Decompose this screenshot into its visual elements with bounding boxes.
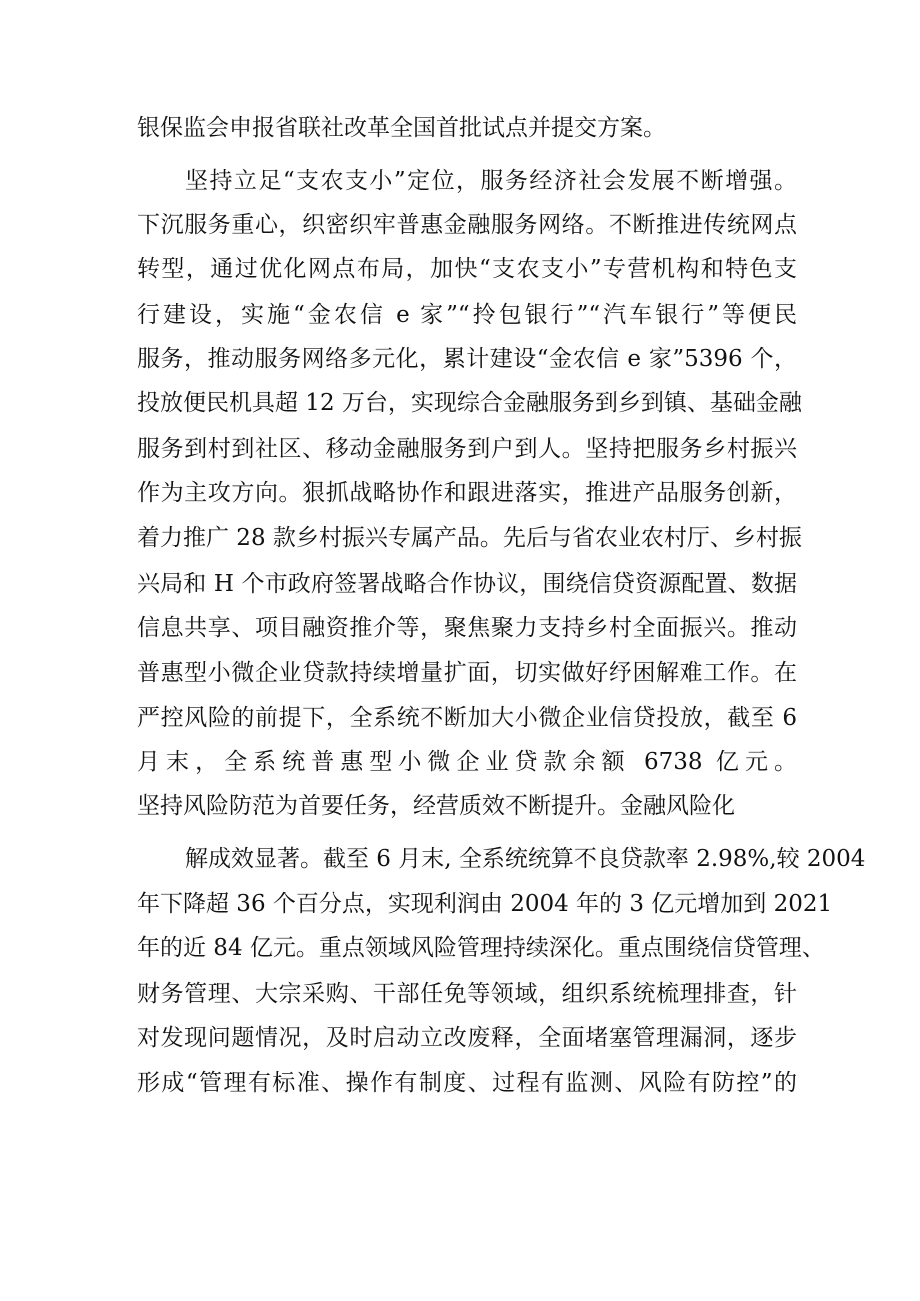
text-line: 银保监会申报省联社改革全国首批试点并提交方案。: [137, 115, 666, 141]
paragraph-start-line: 解成效显著。截至 6 月末, 全系统统算不良贷款率 2.98%,较 2004: [185, 846, 866, 872]
text-line: [137, 1108, 797, 1148]
text-line: 财务管理、大宗采购、干部任免等领域，组织系统梳理排查，针: [137, 981, 797, 1007]
text-line: 形成“管理有标准、操作有制度、过程有监测、风险有防控”的: [137, 1070, 797, 1096]
text-line: 月末，全系统普惠型小微企业贷款余额 6738 亿元。: [137, 749, 797, 775]
text-line: 对发现问题情况，及时启动立改废释，全面堵塞管理漏洞，逐步: [137, 1025, 797, 1051]
text-line: 年的近 84 亿元。重点领域风险管理持续深化。重点围绕信贷管理、: [137, 935, 825, 961]
text-line: 坚持风险防范为首要任务，经营质效不断提升。金融风险化: [137, 793, 735, 819]
text-line: 兴局和 H 个市政府签署战略合作协议，围绕信贷资源配置、数据: [137, 571, 797, 597]
text-line: 行建设，实施“金农信 e 家”“拎包银行”“汽车银行”等便民: [137, 302, 797, 328]
text-line: 年下降超 36 个百分点，实现利润由 2004 年的 3 亿元增加到 2021: [137, 891, 833, 917]
text-line: 信息共享、项目融资推介等，聚焦聚力支持乡村全面振兴。推动: [137, 615, 797, 641]
text-line: 服务到村到社区、移动金融服务到户到人。坚持把服务乡村振兴: [137, 436, 797, 462]
text-line: 转型，通过优化网点布局，加快“支农支小”专营机构和特色支: [137, 256, 797, 282]
text-line: 投放便民机具超 12 万台，实现综合金融服务到乡到镇、基础金融: [137, 390, 802, 416]
paragraph-start-line: 坚持立足“支农支小”定位，服务经济社会发展不断增强。: [185, 168, 797, 194]
text-line: 作为主攻方向。狠抓战略协作和跟进落实，推进产品服务创新，: [137, 480, 797, 506]
text-line: 普惠型小微企业贷款持续增量扩面，切实做好纾困解难工作。在: [137, 660, 797, 686]
text-line: 服务，推动服务网络多元化，累计建设“金农信 e 家”5396 个，: [137, 346, 797, 372]
text-line: 下沉服务重心，织密织牢普惠金融服务网络。不断推进传统网点: [137, 212, 797, 238]
text-line: 着力推广 28 款乡村振兴专属产品。先后与省农业农村厅、乡村振: [137, 525, 802, 551]
text-line: 严控风险的前提下，全系统不断加大小微企业信贷投放，截至 6: [137, 705, 797, 731]
